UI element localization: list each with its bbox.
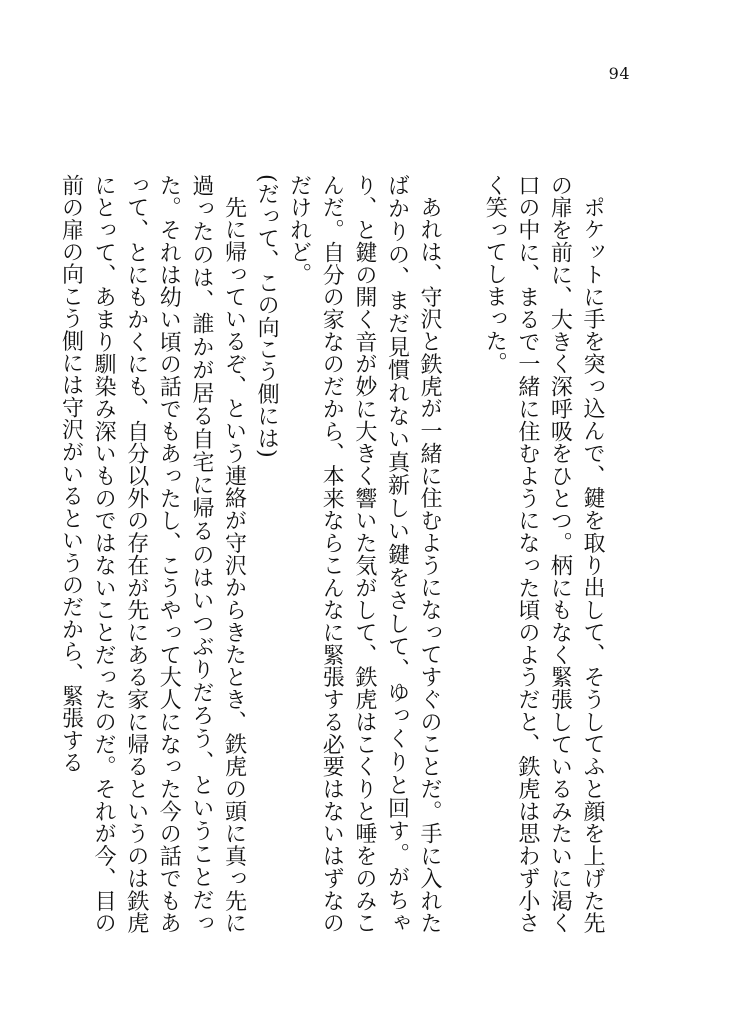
body-text bbox=[54, 174, 608, 934]
paragraph: ポケットに手を突っ込んで、鍵を取り出して、そうしてふと顔を上げた先の扉を前に、大きく深呼吸をひとつ。柄にもなく緊張しているみたいに渇く口の中に、まるで一緒に住むようになった頃のようだと、鉄虎は思わず小さく笑ってしまった。 bbox=[482, 174, 605, 934]
paragraph: あれは、守沢と鉄虎が一緒に住むようになってすぐのことだ。手に入れたばかりの、まだ見慣れない真新しい鍵をさして、ゆっくりと回す。がちゃり、と鍵の開く音が妙に大きく響いた気がして、鉄虎はこくりと唾をのみこんだ。自分の家なのだから、本来ならこんなに緊張する必要はないはずなのだけれど。 bbox=[286, 174, 443, 934]
paragraph: 先に帰っているぞ、という連絡が守沢からきたとき、鉄虎の頭に真っ先に過ったのは、誰かが居る自宅に帰るのはいつぶりだろう、ということだった。それは幼い頃の話でもあったし、こうやって大人になった今の話でもあって、とにもかくにも、自分以外の存在が先にある家に帰るというのは鉄虎にとって、あまり馴染み深いものではないことだったのだ。それが今、目の前の扉の向こう側には守沢がいるというのだから、緊張する bbox=[58, 174, 247, 934]
paragraph-inner-monologue: (だって、この向こう側には) bbox=[254, 174, 280, 458]
page-number: 94 bbox=[608, 64, 630, 83]
